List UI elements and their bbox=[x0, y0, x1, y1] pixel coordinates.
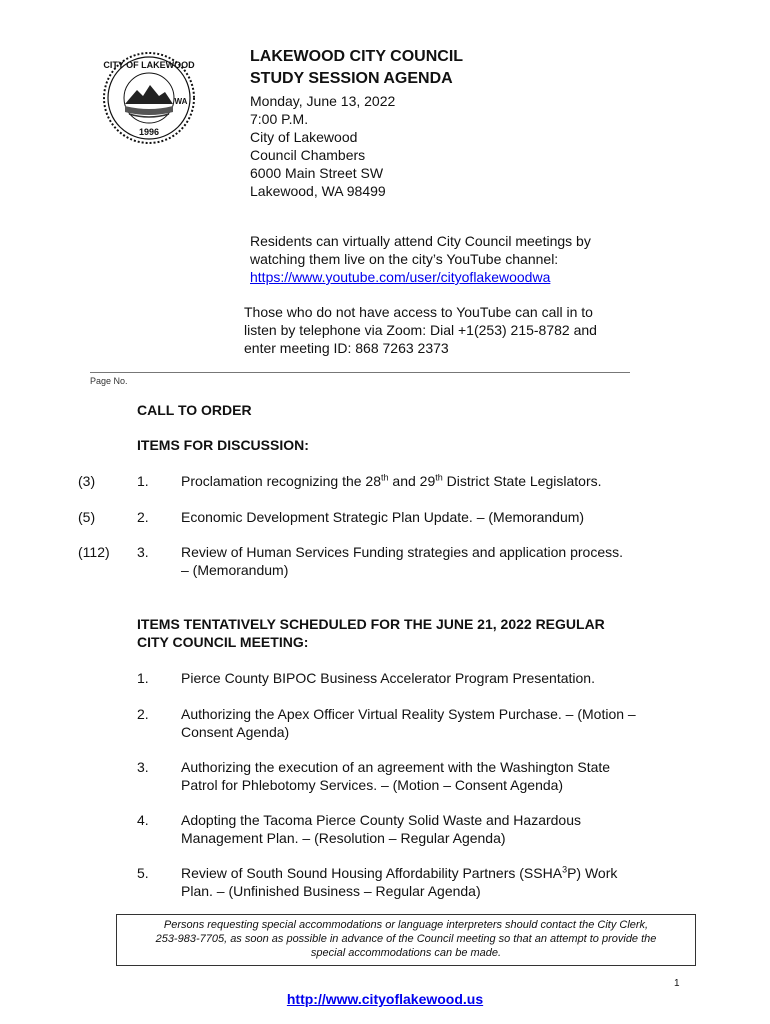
discussion-item-1-page: (3) bbox=[78, 473, 96, 489]
youtube-notice bbox=[250, 232, 670, 286]
seal-year: 1996 bbox=[138, 127, 160, 137]
tentative-item-2-line-2: Consent Agenda) bbox=[181, 724, 290, 740]
discussion-item-1-sup-a: th bbox=[381, 472, 389, 483]
zoom-notice bbox=[244, 303, 664, 357]
discussion-item-1 bbox=[181, 472, 681, 490]
city-seal-logo bbox=[103, 52, 195, 144]
youtube-link[interactable]: https://www.youtube.com/user/cityoflakewoodwa bbox=[250, 269, 551, 285]
meeting-date: Monday, June 13, 2022 bbox=[250, 93, 396, 109]
zoom-notice-line-1: Those who do not have access to YouTube can call in to bbox=[244, 304, 593, 320]
accommodations-notice bbox=[116, 914, 696, 966]
tentative-item-2-line-1: Authorizing the Apex Officer Virtual Reality System Purchase. – (Motion – bbox=[181, 706, 636, 722]
discussion-item-1-text-a: Proclamation recognizing the 28 bbox=[181, 473, 382, 489]
meeting-details bbox=[250, 92, 650, 200]
tentative-item-4-line-1: Adopting the Tacoma Pierce County Solid Waste and Hazardous bbox=[181, 812, 582, 828]
tentative-item-3-number: 3. bbox=[137, 759, 149, 775]
seal-state-text: WA bbox=[174, 97, 188, 106]
call-to-order-heading: CALL TO ORDER bbox=[137, 402, 252, 418]
tentative-item-4-line-2: Management Plan. – (Resolution – Regular Agenda) bbox=[181, 830, 506, 846]
meeting-city: Lakewood, WA 98499 bbox=[250, 183, 386, 199]
tentative-item-3-line-1: Authorizing the execution of an agreement with the Washington State bbox=[181, 759, 611, 775]
divider bbox=[90, 372, 630, 373]
page-no-label: Page No. bbox=[90, 376, 128, 386]
tentative-item-4 bbox=[181, 811, 681, 847]
discussion-item-3-number: 3. bbox=[137, 544, 149, 560]
discussion-item-1-number: 1. bbox=[137, 473, 149, 489]
tentative-item-5-text-b: P) Work bbox=[567, 865, 618, 881]
seal-city-text: CITY OF LAKEWOOD bbox=[103, 60, 195, 70]
tentative-item-1-text: Pierce County BIPOC Business Accelerator Program Presentation. bbox=[181, 670, 595, 686]
meeting-place: Council Chambers bbox=[250, 147, 366, 163]
tentative-heading-line-1: ITEMS TENTATIVELY SCHEDULED FOR THE JUNE 21, 2022 REGULAR bbox=[137, 616, 605, 632]
accommodations-line-3: special accommodations can be made. bbox=[310, 947, 502, 959]
meeting-org: City of Lakewood bbox=[250, 129, 358, 145]
discussion-item-2-text: Economic Development Strategic Plan Update. – (Memorandum) bbox=[181, 509, 585, 525]
tentative-item-1-number: 1. bbox=[137, 670, 149, 686]
zoom-notice-line-3: enter meeting ID: 868 7263 2373 bbox=[244, 340, 449, 356]
discussion-item-1-sup-b: th bbox=[435, 472, 443, 483]
discussion-item-1-text-b: and 29 bbox=[388, 473, 436, 489]
tentative-item-3 bbox=[181, 758, 681, 794]
youtube-notice-line-1: Residents can virtually attend City Council meetings by bbox=[250, 233, 591, 249]
meeting-street: 6000 Main Street SW bbox=[250, 165, 384, 181]
city-website-link[interactable]: http://www.cityoflakewood.us bbox=[286, 991, 484, 1007]
tentative-item-5-number: 5. bbox=[137, 865, 149, 881]
zoom-notice-line-2: listen by telephone via Zoom: Dial +1(253) 215-8782 and bbox=[244, 322, 597, 338]
discussion-item-3-page: (112) bbox=[78, 544, 110, 560]
accommodations-line-1: Persons requesting special accommodations or language interpreters should contact the City Clerk, bbox=[163, 919, 649, 931]
discussion-heading: ITEMS FOR DISCUSSION: bbox=[137, 437, 309, 453]
discussion-item-3-line-1: Review of Human Services Funding strategies and application process. bbox=[181, 544, 624, 560]
discussion-item-1-text-c: District State Legislators. bbox=[442, 473, 602, 489]
tentative-item-4-number: 4. bbox=[137, 812, 149, 828]
footer-url-container bbox=[0, 991, 770, 1007]
meeting-time: 7:00 P.M. bbox=[250, 111, 309, 127]
title-line-1: LAKEWOOD CITY COUNCIL bbox=[250, 48, 464, 65]
tentative-heading-line-2: CITY COUNCIL MEETING: bbox=[137, 634, 309, 650]
tentative-item-5-line-2: Plan. – (Unfinished Business – Regular Agenda) bbox=[181, 883, 481, 899]
accommodations-line-2: 253-983-7705, as soon as possible in advance of the Council meeting so that an attempt to provide the bbox=[155, 933, 657, 945]
discussion-item-3 bbox=[181, 543, 681, 579]
youtube-notice-line-2: watching them live on the city’s YouTube channel: bbox=[250, 251, 559, 267]
discussion-item-2-page: (5) bbox=[78, 509, 96, 525]
tentative-item-5-sup: 3 bbox=[562, 864, 568, 875]
tentative-item-3-line-2: Patrol for Phlebotomy Services. – (Motion – Consent Agenda) bbox=[181, 777, 564, 793]
agenda-header bbox=[250, 46, 650, 200]
discussion-item-2-number: 2. bbox=[137, 509, 149, 525]
tentative-item-2 bbox=[181, 705, 681, 741]
discussion-item-3-line-2: – (Memorandum) bbox=[181, 562, 289, 578]
page-number: 1 bbox=[674, 978, 680, 989]
title-line-2: STUDY SESSION AGENDA bbox=[250, 70, 453, 87]
tentative-item-5-text-a: Review of South Sound Housing Affordability Partners (SSHA bbox=[181, 865, 563, 881]
tentative-item-2-number: 2. bbox=[137, 706, 149, 722]
tentative-item-5-line-1 bbox=[181, 864, 681, 882]
tentative-heading bbox=[137, 615, 697, 651]
tentative-item-5 bbox=[181, 864, 681, 900]
